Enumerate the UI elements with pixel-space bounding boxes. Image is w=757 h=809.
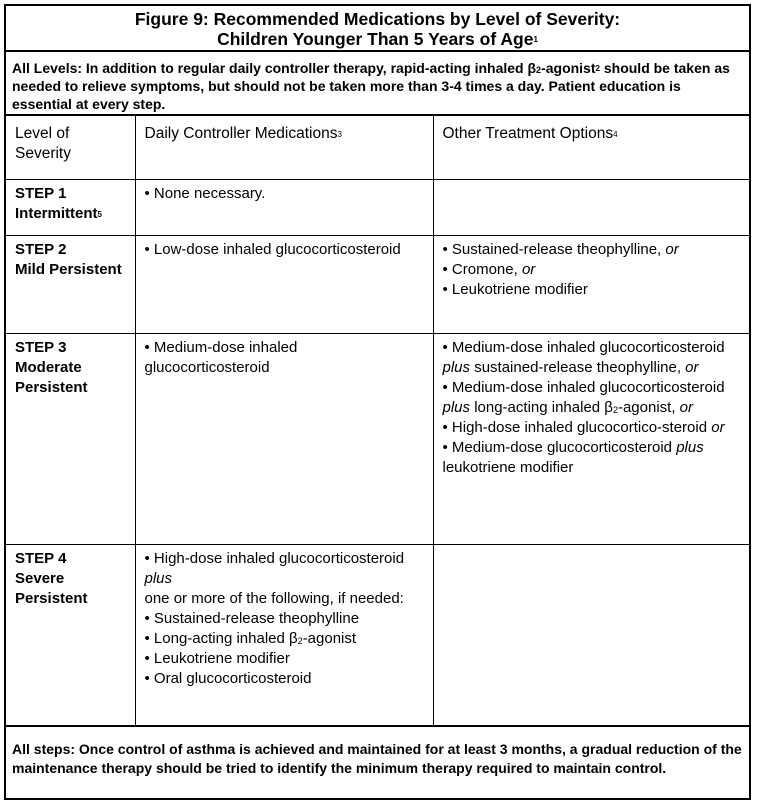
title-line-1: Figure 9: Recommended Medications by Level of Severity: — [134, 9, 621, 29]
step-2-other-2-or: or — [521, 261, 536, 278]
step-3-o2-text: • Medium-dose inhaled glucocorticosteroid — [442, 379, 725, 396]
intro-text-1: All Levels: In addition to regular daily controller therapy, rapid-acting inhaled — [12, 60, 528, 76]
step-3-other-2 — [443, 378, 741, 418]
step-2-other-1 — [443, 240, 741, 260]
table-row-step-3 — [6, 334, 749, 545]
step-4-other — [433, 545, 749, 726]
step-2-label — [6, 236, 135, 334]
step-1-footnote: 5 — [97, 210, 102, 219]
step-3-daily-text: • Medium-dose inhaled glucocorticosteroid — [144, 339, 298, 376]
step-3-severity-2: Persistent — [15, 379, 88, 396]
header-col3-footnote: 4 — [613, 130, 618, 139]
header-level-of-severity — [6, 116, 135, 180]
step-4-d1-plus: plus — [144, 570, 173, 587]
step-4-daily-2: one or more of the following, if needed: — [144, 590, 404, 607]
step-2-other — [433, 236, 749, 334]
step-4-title: STEP 4 — [15, 550, 67, 567]
step-2-other-2-text: • Cromone, — [442, 261, 522, 278]
step-3-other — [433, 334, 749, 545]
step-3-o1-text: • Medium-dose inhaled glucocorticosteroid — [442, 339, 725, 356]
step-3-o4-text: • Medium-dose glucocorticosteroid — [442, 439, 677, 456]
step-3-o2-or: or — [679, 399, 693, 416]
intro-beta-sub: 2 — [536, 65, 542, 75]
step-3-other-3 — [443, 418, 741, 438]
title-line-2 — [6, 29, 749, 49]
step-4-d1-text: • High-dose inhaled glucocorticosteroid — [144, 550, 405, 567]
step-3-o4-plus: plus — [676, 439, 704, 456]
table-header-row — [6, 116, 749, 180]
step-4-d4-text: • Long-acting inhaled — [144, 630, 290, 647]
step-1-daily — [135, 180, 433, 236]
header-col1-text: Level of Severity — [15, 125, 71, 162]
step-4-daily-5: • Leukotriene modifier — [144, 650, 290, 667]
step-3-o2-agonist: -agonist, — [617, 399, 680, 416]
table-row-step-4 — [6, 545, 749, 726]
step-1-daily-text: • None necessary. — [144, 185, 266, 202]
step-2-other-1-text: • Sustained-release theophylline, — [442, 241, 666, 258]
header-col3-text: Other Treatment Options — [442, 125, 614, 142]
header-col2-text: Daily Controller Medications — [144, 125, 338, 142]
step-4-d4-agonist: -agonist — [302, 630, 357, 647]
step-4-daily-4 — [145, 629, 424, 649]
intro-beta: β — [527, 60, 537, 76]
step-1-other — [433, 180, 749, 236]
step-3-o2-sub: 2 — [612, 405, 618, 415]
intro-agonist: -agonist — [541, 60, 596, 76]
table-row-step-2 — [6, 236, 749, 334]
table-row-step-1 — [6, 180, 749, 236]
step-1-title: STEP 1 — [15, 185, 67, 202]
step-2-other-1-or: or — [665, 241, 679, 258]
step-3-o4-rest: leukotriene modifier — [442, 459, 574, 476]
step-4-severity-1: Severe — [15, 570, 65, 587]
step-4-d4-beta: β — [289, 630, 298, 647]
step-1-label — [6, 180, 135, 236]
header-other-options — [433, 116, 749, 180]
step-3-other-1 — [443, 338, 741, 378]
step-2-title: STEP 2 — [15, 241, 67, 258]
step-3-o1-or: or — [685, 359, 699, 376]
medications-table — [6, 116, 749, 726]
step-3-o2-rest: long-acting inhaled — [470, 399, 605, 416]
step-4-d4-sub: 2 — [297, 636, 303, 646]
title-line-2-text: Children Younger Than 5 Years of Age — [217, 29, 534, 49]
step-3-o1-rest: sustained-release theophylline, — [470, 359, 686, 376]
step-4-daily-1 — [145, 549, 424, 589]
header-col2-footnote: 3 — [337, 130, 342, 139]
title-footnote-1: 1 — [533, 35, 538, 44]
step-3-severity-1: Moderate — [15, 359, 82, 376]
step-3-other-4 — [443, 438, 741, 478]
step-3-o2-plus: plus — [442, 399, 471, 416]
figure-9-frame — [4, 4, 751, 800]
step-3-o2-beta: β — [604, 399, 613, 416]
step-3-label — [6, 334, 135, 545]
step-2-daily — [135, 236, 433, 334]
step-2-severity: Mild Persistent — [15, 261, 122, 278]
step-4-severity-2: Persistent — [15, 590, 88, 607]
step-4-daily — [135, 545, 433, 726]
figure-title — [6, 6, 749, 52]
step-2-other-2 — [443, 260, 741, 280]
all-steps-note: All steps: Once control of asthma is achieved and maintained for at least 3 months, a gradual reduction of the maintenance therapy should be tried to identify the minimum therapy required to maintain control. — [6, 726, 749, 778]
header-daily-controller — [135, 116, 433, 180]
step-3-title: STEP 3 — [15, 339, 67, 356]
step-3-o1-plus: plus — [442, 359, 471, 376]
step-4-daily-6: • Oral glucocorticosteroid — [144, 670, 312, 687]
step-4-label — [6, 545, 135, 726]
step-2-daily-text: • Low-dose inhaled glucocorticosteroid — [144, 241, 401, 258]
step-4-daily-3: • Sustained-release theophylline — [144, 610, 360, 627]
step-2-other-3: • Leukotriene modifier — [442, 281, 588, 298]
step-1-severity: Intermittent — [15, 205, 98, 222]
all-levels-note — [6, 52, 749, 116]
intro-text-2: should be taken as needed to relieve symptoms, but should not be taken more than 3-4 times a day. Patient education is essential at every step. — [12, 60, 730, 112]
intro-footnote-2: 2 — [595, 64, 600, 73]
step-3-daily — [135, 334, 433, 545]
step-3-o3-text: • High-dose inhaled glucocortico-steroid — [442, 419, 712, 436]
step-3-o3-or: or — [711, 419, 725, 436]
